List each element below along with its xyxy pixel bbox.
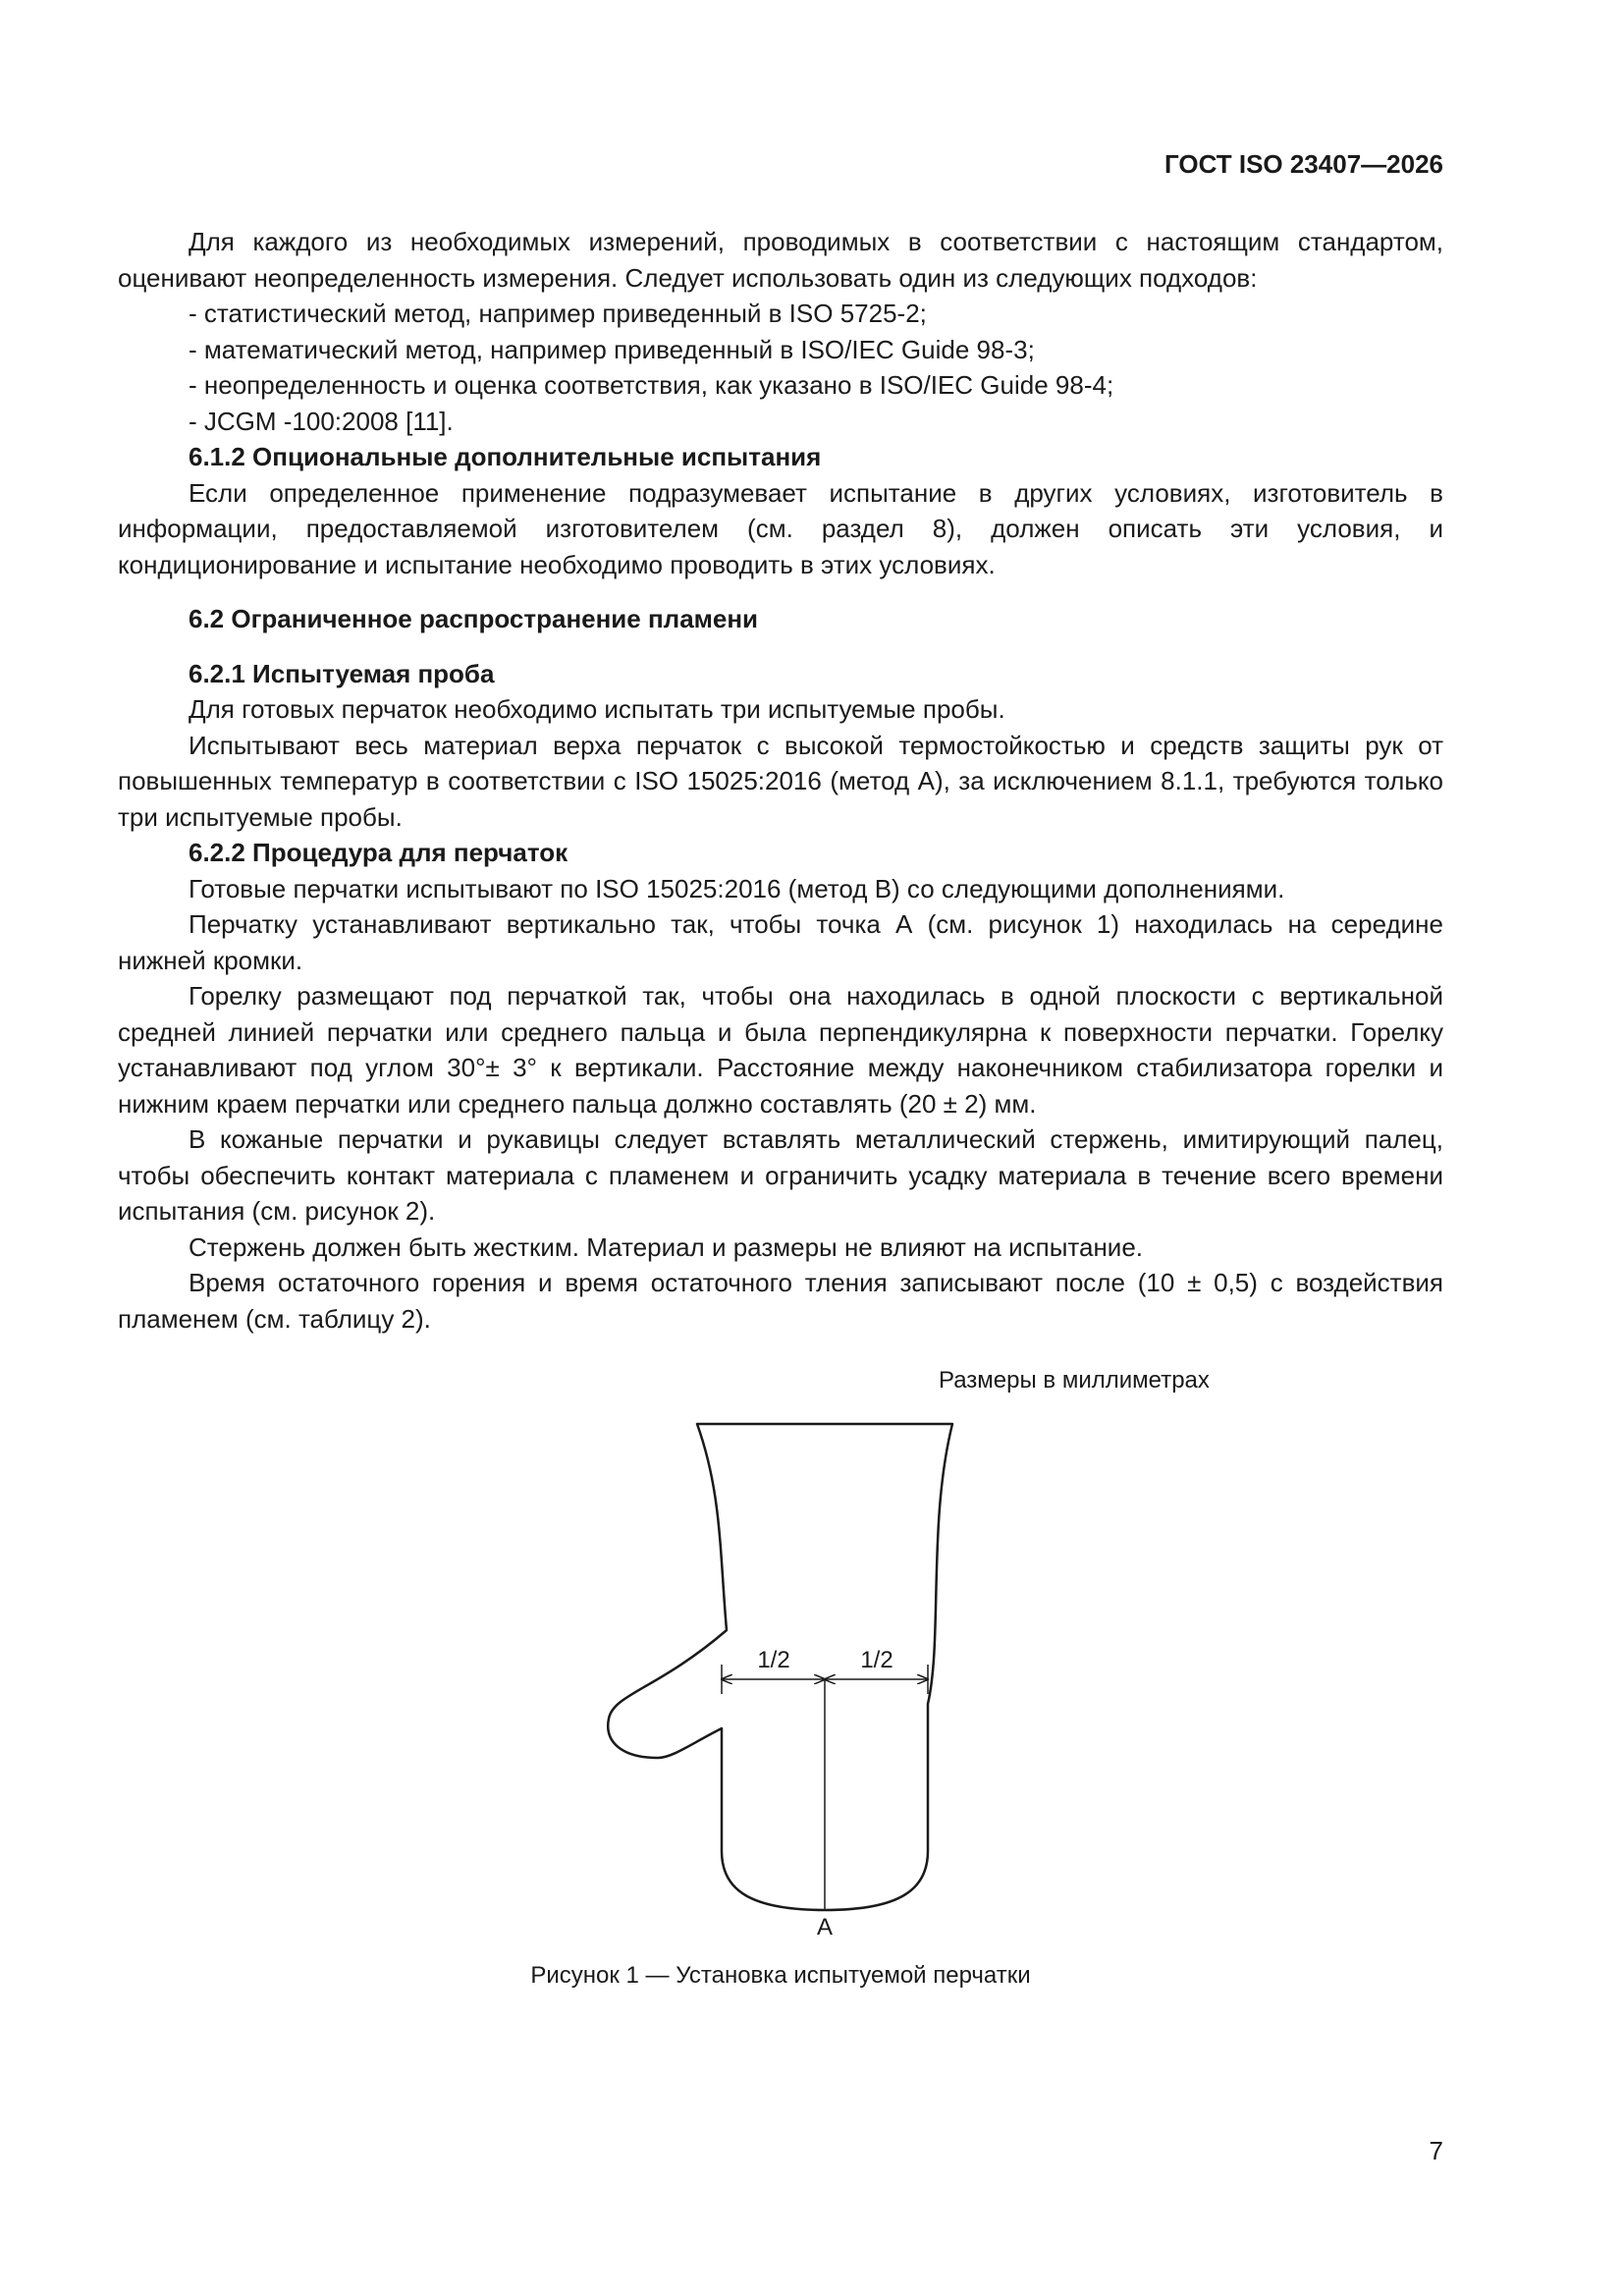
glove-diagram xyxy=(589,1404,962,1935)
section-heading-6-1-2: 6.1.2 Опциональные дополнительные испытания xyxy=(189,442,822,471)
paragraph: Стержень должен быть жестким. Материал и размеры не влияют на испытание. xyxy=(189,1231,1144,1262)
list-item: - неопределенность и оценка соответствия, как указано в ISO/IEC Guide 98-4; xyxy=(189,370,1114,400)
paragraph: Время остаточного горения и время остаточного тления записывают после (10 ± 0,5) с воздействия пламенем (см. таблицу 2). xyxy=(118,1268,1443,1334)
paragraph: Для готовых перчаток необходимо испытать три испытуемые пробы. xyxy=(189,694,1005,724)
page-number: 7 xyxy=(1429,2136,1443,2165)
paragraph: Если определенное применение подразумевает испытание в других условиях, изготовитель в информации, предоставляемой изготовителем (см. раздел 8), должен описать эти условия, и кондиционирование и испытание необходимо проводить в этих условиях. xyxy=(118,477,1443,579)
list-item: - JCGM -100:2008 [11]. xyxy=(189,406,454,436)
half-label-left: 1/2 xyxy=(757,1647,790,1673)
figure-caption: Рисунок 1 — Установка испытуемой перчатки xyxy=(530,1962,1031,1989)
paragraph: Перчатку устанавливают вертикально так, чтобы точка А (см. рисунок 1) находилась на середине нижней кромки. xyxy=(118,909,1443,975)
section-heading-6-2-1: 6.2.1 Испытуемая проба xyxy=(189,658,495,688)
paragraph: Испытывают весь материал верха перчаток с высокой термостойкостью и средств защиты рук от повышенных температур в соответствии с ISO 15025:2016 (метод А), за исключением 8.1.1, требуются только три испытуемые пробы. xyxy=(118,730,1443,832)
dimension-note: Размеры в миллиметрах xyxy=(939,1367,1210,1394)
paragraph: Готовые перчатки испытывают по ISO 15025:2016 (метод В) со следующими дополнениями. xyxy=(189,873,1285,903)
point-a-label: A xyxy=(816,1914,834,1935)
list-item: - математический метод, например приведенный в ISO/IEC Guide 98-3; xyxy=(189,334,1035,364)
section-heading-6-2: 6.2 Ограниченное распространение пламени xyxy=(189,604,759,633)
section-heading-6-2-2: 6.2.2 Процедура для перчаток xyxy=(189,838,568,867)
document-id: ГОСТ ISO 23407—2026 xyxy=(1163,149,1443,179)
list-item: - статистический метод, например приведенный в ISO 5725-2; xyxy=(189,299,927,328)
intro-paragraph: Для каждого из необходимых измерений, проводимых в соответствии с настоящим стандартом, оценивают неопределенность измерения. Следует использовать один из следующих подходов: xyxy=(118,227,1443,293)
paragraph: Горелку размещают под перчаткой так, чтобы она находилась в одной плоскости с вертикальной средней линией перчатки или среднего пальца и была перпендикулярна к поверхности перчатки. Горелку устанавливают под углом 30°± 3° к вертикали. Расстояние между наконечником стабилизатора горелки и нижним краем перчатки или среднего пальца должно составлять (20 ± 2) мм. xyxy=(118,981,1443,1119)
glove-figure xyxy=(589,1404,962,1935)
main-text xyxy=(118,224,1443,1337)
half-label-right: 1/2 xyxy=(860,1647,893,1673)
paragraph: В кожаные перчатки и рукавицы следует вставлять металлический стержень, имитирующий палец, чтобы обеспечить контакт материала с пламенем и ограничить усадку материала в течение всего времени испытания (см. рисунок 2). xyxy=(118,1124,1443,1226)
